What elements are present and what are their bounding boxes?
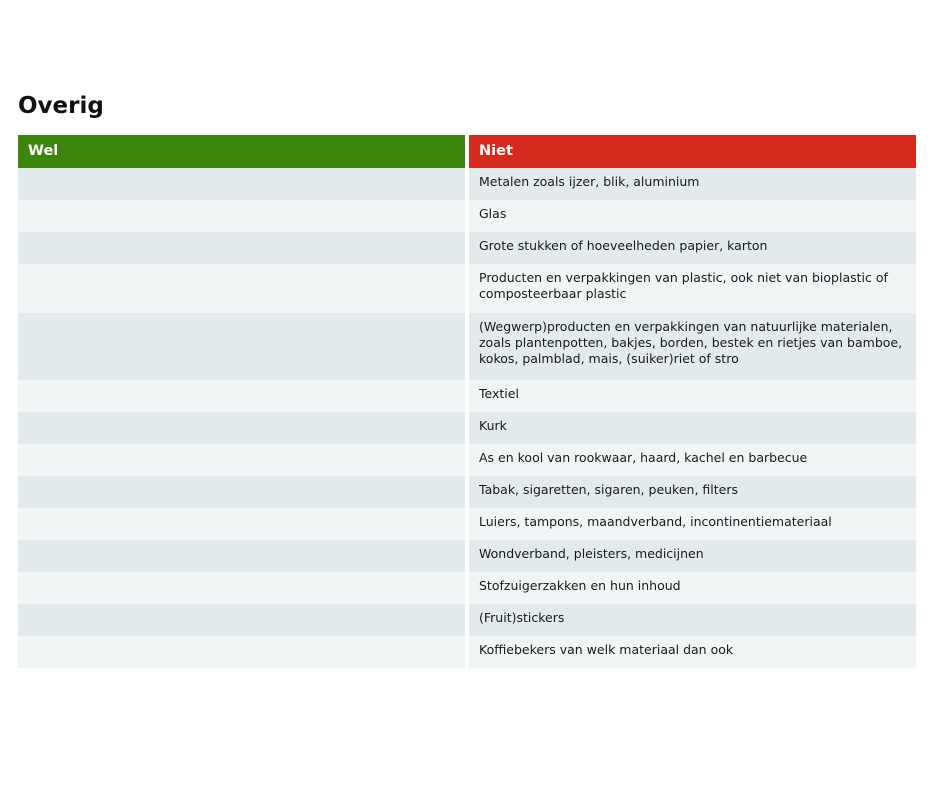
niet-cell: (Fruit)stickers bbox=[469, 604, 916, 636]
wel-cell bbox=[18, 264, 465, 313]
niet-cell: (Wegwerp)producten en verpakkingen van natuurlijke materialen, zoals plantenpotten, bakjes, borden, bestek en rietjes van bamboe, kokos, palmblad, mais, (suiker)riet of stro bbox=[469, 313, 916, 380]
wel-cell bbox=[18, 200, 465, 232]
niet-cell: Koffiebekers van welk materiaal dan ook bbox=[469, 636, 916, 668]
wel-cell bbox=[18, 232, 465, 264]
niet-cell: Producten en verpakkingen van plastic, ook niet van bioplastic of composteerbaar plastic bbox=[469, 264, 916, 313]
niet-cell: Kurk bbox=[469, 412, 916, 444]
wel-cell bbox=[18, 508, 465, 540]
wel-cell bbox=[18, 313, 465, 380]
header-niet: Niet bbox=[469, 135, 916, 168]
niet-cell: Glas bbox=[469, 200, 916, 232]
niet-cell: Textiel bbox=[469, 380, 916, 412]
wel-cell bbox=[18, 636, 465, 668]
niet-cell: Grote stukken of hoeveelheden papier, karton bbox=[469, 232, 916, 264]
niet-cell: Tabak, sigaretten, sigaren, peuken, filters bbox=[469, 476, 916, 508]
niet-cell: Luiers, tampons, maandverband, incontinentiemateriaal bbox=[469, 508, 916, 540]
wel-cell bbox=[18, 572, 465, 604]
wel-cell bbox=[18, 380, 465, 412]
wel-cell bbox=[18, 604, 465, 636]
wel-cell bbox=[18, 412, 465, 444]
niet-cell: Wondverband, pleisters, medicijnen bbox=[469, 540, 916, 572]
wel-cell bbox=[18, 444, 465, 476]
section-title: Overig bbox=[18, 93, 104, 119]
wel-cell bbox=[18, 476, 465, 508]
niet-cell: As en kool van rookwaar, haard, kachel en barbecue bbox=[469, 444, 916, 476]
wel-cell bbox=[18, 540, 465, 572]
niet-cell: Metalen zoals ijzer, blik, aluminium bbox=[469, 168, 916, 200]
niet-cell: Stofzuigerzakken en hun inhoud bbox=[469, 572, 916, 604]
waste-table bbox=[18, 135, 916, 668]
wel-cell bbox=[18, 168, 465, 200]
header-wel: Wel bbox=[18, 135, 465, 168]
